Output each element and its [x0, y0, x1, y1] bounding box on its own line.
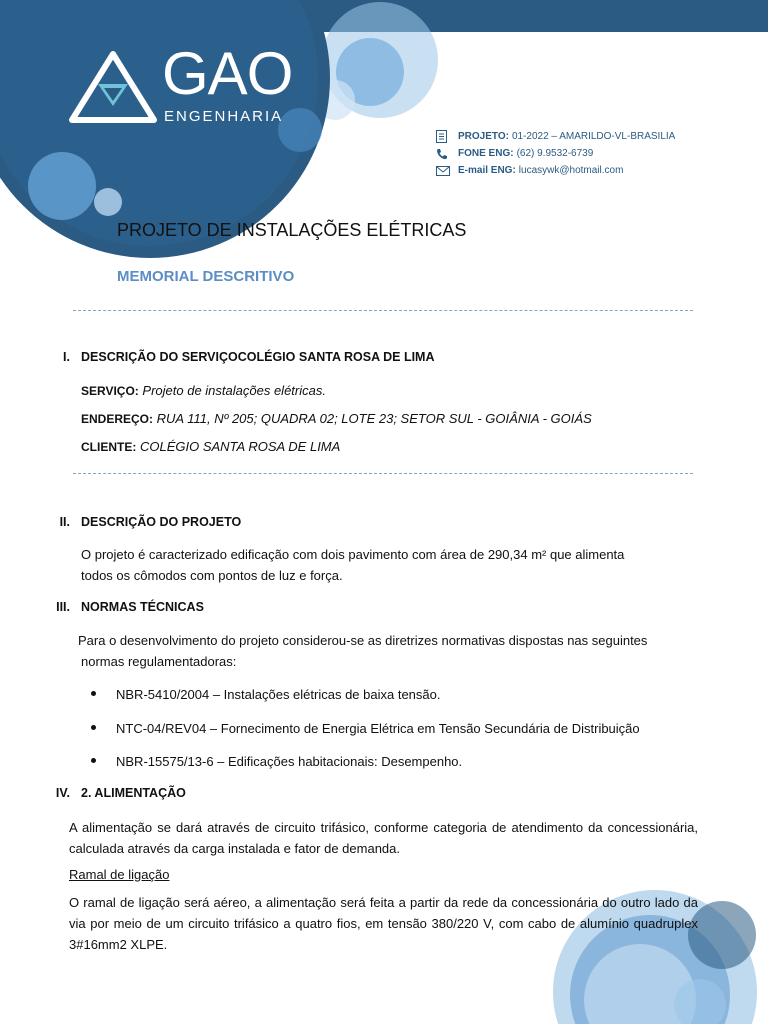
section-1-heading: DESCRIÇÃO DO SERVIÇOCOLÉGIO SANTA ROSA DE LIMA [81, 350, 435, 364]
email-label: E-mail ENG: [458, 165, 516, 176]
section-2-number: II. [59, 515, 70, 529]
norma-item: NTC-04/REV04 – Fornecimento de Energia Elétrica em Tensão Secundária de Distribuição [116, 721, 640, 736]
servico-line [81, 380, 326, 402]
email-value: lucasywk@hotmail.com [518, 165, 624, 176]
section-3-heading: NORMAS TÉCNICAS [81, 600, 204, 614]
contact-projeto [436, 128, 675, 145]
logo-text: GAO [162, 40, 293, 107]
projeto-value: 01-2022 – AMARILDO-VL-BRASILIA [511, 131, 676, 142]
fone-label: FONE ENG: [458, 148, 514, 159]
contact-email [436, 162, 675, 179]
divider [73, 310, 693, 311]
divider [73, 473, 693, 474]
bullet-icon [91, 725, 96, 730]
bullet-icon [91, 758, 96, 763]
fone-value: (62) 9.9532-6739 [516, 148, 594, 159]
contact-block [436, 128, 675, 179]
section-1-number: I. [63, 350, 70, 364]
section-2-text-line-1: O projeto é caracterizado edificação com dois pavimento com área de 290,34 m² que alimenta [81, 547, 625, 562]
document-icon [436, 130, 458, 143]
contact-fone [436, 145, 675, 162]
norma-item: NBR-15575/13-6 – Edificações habitacionais: Desempenho. [116, 754, 463, 769]
ramal-heading: Ramal de ligação [69, 867, 170, 882]
endereco-value: RUA 111, Nº 205; QUADRA 02; LOTE 23; SETOR SUL - GOIÂNIA - GOIÁS [156, 411, 592, 426]
logo-triangle-icon [68, 50, 158, 124]
endereco-label: ENDEREÇO: [81, 412, 154, 426]
bullet-icon [91, 691, 96, 696]
cliente-line [81, 436, 340, 458]
section-4-heading: 2. ALIMENTAÇÃO [81, 786, 186, 800]
norma-item: NBR-5410/2004 – Instalações elétricas de baixa tensão. [116, 687, 441, 702]
section-4-paragraph-1: A alimentação se dará através de circuito trifásico, conforme categoria de atendimento da concessionária, calculada através da carga instalada e fator de demanda. [69, 820, 698, 856]
logo-subtitle: ENGENHARIA [164, 108, 284, 125]
section-4-number: IV. [55, 786, 70, 800]
section-4-paragraph-2: O ramal de ligação será aéreo, a alimentação será feita a partir da rede da concessionária do outro lado da via por meio de um circuito trifásico a quatro fios, em tensão 380/220 V, com cabo de alumínio quadruplex 3#16mm2 XLPE. [69, 895, 698, 952]
servico-value: Projeto de instalações elétricas. [142, 383, 326, 398]
section-2-text-line-2: todos os cômodos com pontos de luz e força. [81, 568, 343, 583]
envelope-icon [436, 166, 458, 176]
section-3-intro-line-1: Para o desenvolvimento do projeto considerou-se as diretrizes normativas dispostas nas seguintes [78, 633, 648, 648]
section-3-number: III. [56, 600, 70, 614]
cliente-value: COLÉGIO SANTA ROSA DE LIMA [139, 439, 341, 454]
servico-label: SERVIÇO: [81, 384, 139, 398]
document-title: PROJETO DE INSTALAÇÕES ELÉTRICAS [117, 220, 467, 240]
cliente-label: CLIENTE: [81, 440, 137, 454]
section-3-intro-line-2: normas regulamentadoras: [81, 654, 237, 669]
document-subtitle: MEMORIAL DESCRITIVO [117, 268, 295, 285]
section-2-heading: DESCRIÇÃO DO PROJETO [81, 515, 242, 529]
projeto-label: PROJETO: [458, 131, 509, 142]
phone-icon [436, 148, 458, 160]
endereco-line [81, 408, 592, 430]
